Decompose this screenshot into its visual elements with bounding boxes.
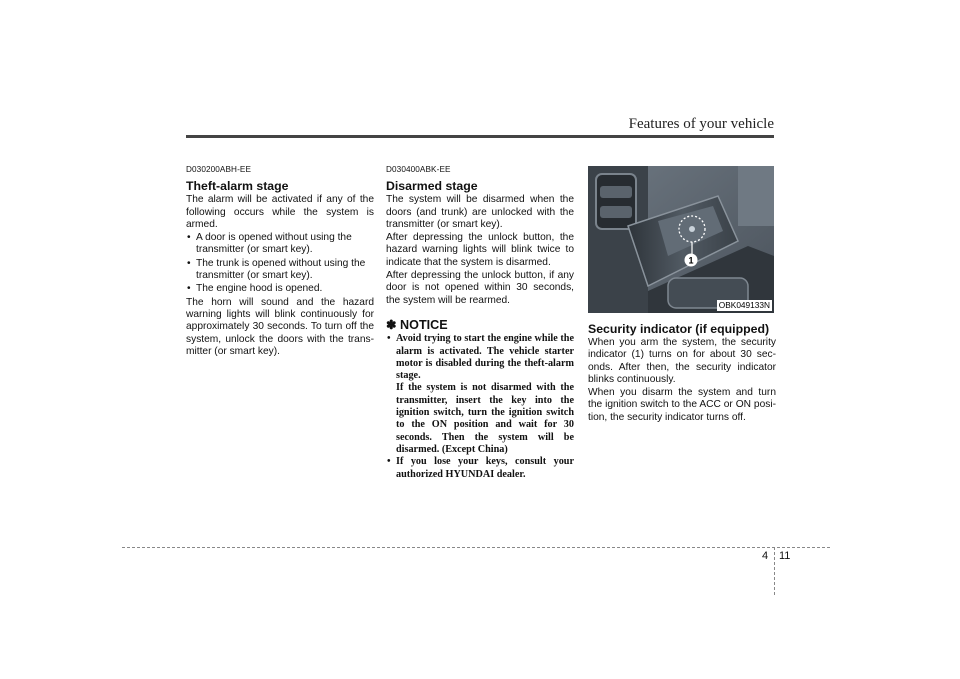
notice-item xyxy=(386,456,574,481)
door-panel-illustration xyxy=(588,166,774,313)
paragraph: The system will be disarmed when the doors (and trunk) are unlocked with the transmitter (or smart key). xyxy=(386,194,574,230)
footer-vertical-divider xyxy=(774,547,775,595)
list-item: • A door is opened without using the transmitter (or smart key). xyxy=(186,232,374,257)
footer-divider xyxy=(122,547,830,548)
callout-number: 1 xyxy=(688,255,694,266)
page-number: 11 xyxy=(779,550,791,562)
paragraph: After depressing the unlock button, if any door is not opened within 30 seconds, the system will be rearmed. xyxy=(386,270,574,306)
security-indicator-section xyxy=(588,166,776,425)
theft-alarm-section xyxy=(186,164,374,359)
notice-text-extra: If the system is not disarmed with the transmitter, insert the key into the ignition switch, turn the ignition switch to the ON position and wait for 30 seconds. Then the system will be disarmed. (Except China) xyxy=(396,382,574,455)
notice-text: Avoid trying to start the engine while the alarm is activated. The vehicle starter motor is disabled during the theft-alarm stage. xyxy=(396,333,574,382)
notice-title: ✽ NOTICE xyxy=(386,317,448,332)
section-heading: Theft-alarm stage xyxy=(186,179,289,194)
trigger-list xyxy=(186,232,374,295)
list-item: • The engine hood is opened. xyxy=(186,283,374,295)
list-item: • The trunk is opened without using the transmitter (or smart key). xyxy=(186,258,374,283)
section-outro: The horn will sound and the hazard warning lights will blink continuously for approximately 30 seconds. To turn off the system, unlock the doors with the trans-mitter (or smart key). xyxy=(186,296,374,357)
section-heading: Security indicator (if equipped) xyxy=(588,322,770,336)
header-divider-thick xyxy=(186,136,774,138)
chapter-number: 4 xyxy=(762,550,769,562)
section-code: D030400ABK-EE xyxy=(386,165,451,174)
page-header-title: Features of your vehicle xyxy=(628,116,774,132)
section-code: D030200ABH-EE xyxy=(186,165,252,174)
paragraph: After depressing the unlock button, the hazard warning lights will blink twice to indicate that the system is disarmed. xyxy=(386,232,574,268)
section-heading: Disarmed stage xyxy=(386,179,478,194)
notice-text: If you lose your keys, consult your authorized HYUNDAI dealer. xyxy=(396,456,574,480)
paragraph: When you disarm the system and turn the ignition switch to the ACC or ON posi-tion, the security indicator turns off. xyxy=(588,387,776,423)
section-intro: The alarm will be activated if any of the following occurs while the system is armed. xyxy=(186,194,374,230)
notice-list xyxy=(386,333,574,481)
security-indicator-photo xyxy=(588,166,774,313)
paragraph: When you arm the system, the security indicator (1) turns on for about 30 sec-onds. After then, the security indicator blinks continuously. xyxy=(588,337,776,385)
disarmed-section xyxy=(386,164,574,481)
notice-item xyxy=(386,333,574,456)
figure-code: OBK049133N xyxy=(718,300,770,310)
